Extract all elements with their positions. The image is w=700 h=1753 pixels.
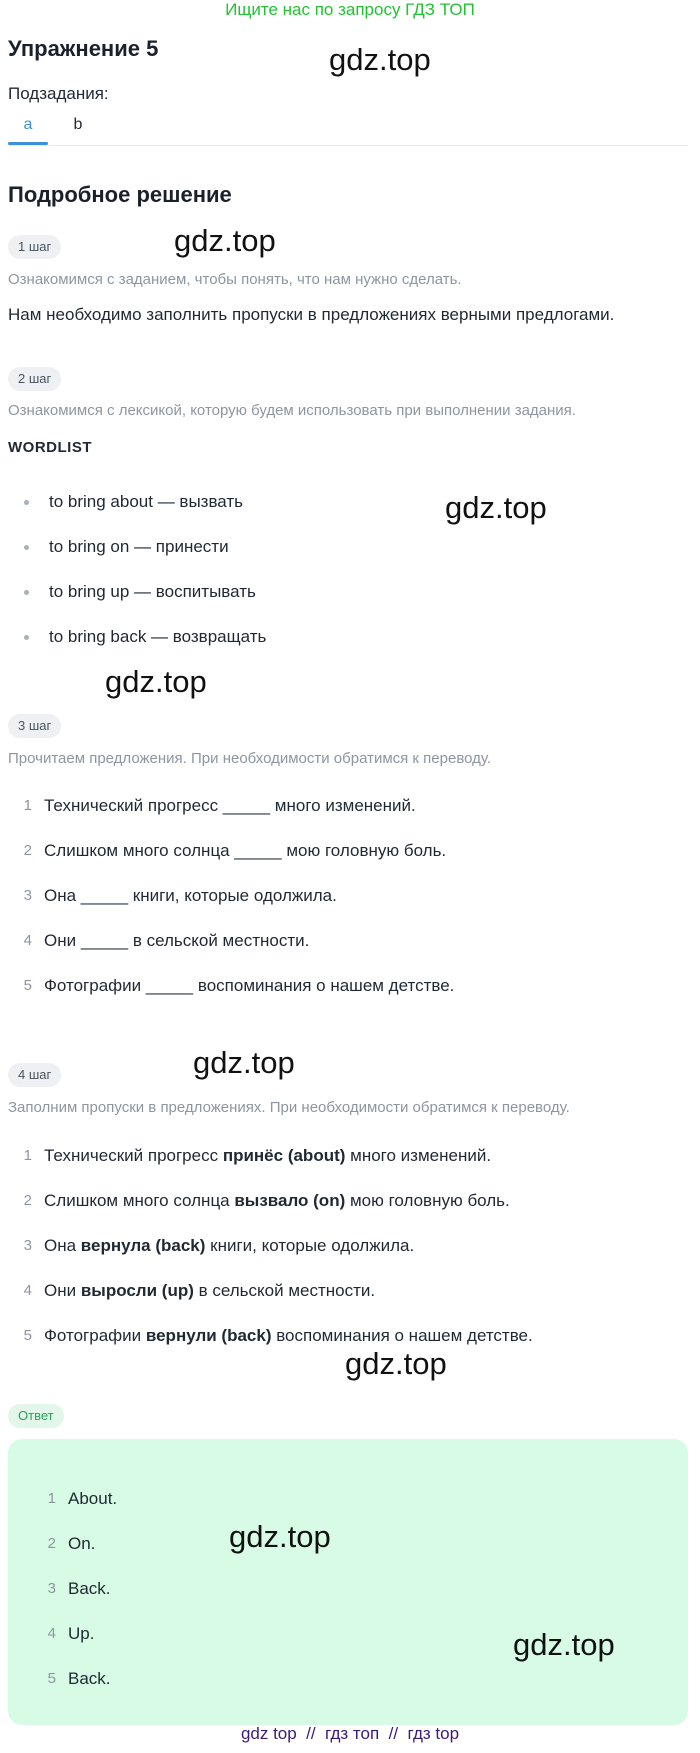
filled-sentence: Слишком много солнца вызвало (on) мою головную боль. — [44, 1191, 510, 1210]
answer-number: 5 — [47, 1670, 56, 1687]
search-banner[interactable]: Ищите нас по запросу ГДЗ ТОП — [225, 0, 475, 19]
answer-word: принёс (about) — [222, 1146, 346, 1165]
item-number: 3 — [23, 887, 32, 904]
answer-word: вызвало (on) — [234, 1191, 346, 1210]
wordlist-item: to bring up — воспитывать — [49, 582, 256, 601]
filled-sentence: Фотографии вернули (back) воспоминания о нашем детстве. — [44, 1326, 533, 1345]
tab-a[interactable]: a — [23, 116, 33, 133]
step3-hint: Прочитаем предложения. При необходимости обратимся к переводу. — [8, 750, 492, 767]
answer-item: Back. — [68, 1579, 111, 1598]
step2-hint: Ознакомимся с лексикой, которую будем использовать при выполнении задания. — [8, 402, 576, 419]
bullet-icon — [24, 590, 29, 595]
item-number: 3 — [23, 1237, 32, 1254]
item-number: 5 — [23, 977, 32, 994]
answer-item: Up. — [68, 1624, 95, 1643]
sentence: Слишком много солнца _____ мою головную боль. — [44, 841, 447, 860]
filled-sentence: Она вернула (back) книги, которые одолжила. — [44, 1236, 415, 1255]
item-number: 1 — [23, 1147, 32, 1164]
sentence: Она _____ книги, которые одолжила. — [44, 886, 337, 905]
step-badge-2: 2 шаг — [8, 367, 61, 391]
sentence: Технический прогресс _____ много изменений. — [44, 796, 416, 815]
section-title: Подробное решение — [8, 182, 232, 207]
item-number: 1 — [23, 797, 32, 814]
sentence: Фотографии _____ воспоминания о нашем детстве. — [44, 976, 455, 995]
answer-item: On. — [68, 1534, 96, 1553]
filled-sentence: Они выросли (up) в сельской местности. — [44, 1281, 376, 1300]
watermark: gdz.top — [229, 1519, 331, 1554]
item-number: 4 — [23, 1282, 32, 1299]
active-tab-indicator — [8, 142, 48, 145]
page-title: Упражнение 5 — [8, 36, 159, 61]
item-number: 2 — [23, 842, 32, 859]
item-number: 5 — [23, 1327, 32, 1344]
answer-number: 3 — [47, 1580, 56, 1597]
answer-word: вернули (back) — [145, 1326, 272, 1345]
step1-hint: Ознакомимся с заданием, чтобы понять, что нам нужно сделать. — [8, 271, 462, 288]
step1-text: Нам необходимо заполнить пропуски в предложениях верными предлогами. — [8, 305, 615, 324]
step-badge-4: 4 шаг — [8, 1063, 61, 1087]
bullet-icon — [24, 500, 29, 505]
watermark: gdz.top — [174, 223, 276, 258]
answer-word: вернула (back) — [80, 1236, 206, 1255]
footer-links[interactable]: gdz top // гдз топ // гдз top — [240, 1724, 460, 1743]
filled-sentence: Технический прогресс принёс (about) много изменений. — [44, 1146, 492, 1165]
bullet-icon — [24, 635, 29, 640]
answer-number: 1 — [47, 1490, 56, 1507]
watermark: gdz.top — [345, 1346, 447, 1381]
answer-number: 4 — [47, 1625, 56, 1642]
answer-badge: Ответ — [8, 1404, 64, 1428]
step-badge-1: 1 шаг — [8, 235, 61, 259]
bullet-icon — [24, 545, 29, 550]
tabs-divider — [8, 145, 688, 146]
answer-word: выросли (up) — [80, 1281, 194, 1300]
step-badge-3: 3 шаг — [8, 714, 61, 738]
answer-number: 2 — [47, 1535, 56, 1552]
answer-item: Back. — [68, 1669, 111, 1688]
item-number: 2 — [23, 1192, 32, 1209]
watermark: gdz.top — [105, 664, 207, 699]
answer-item: About. — [68, 1489, 118, 1508]
step4-hint: Заполним пропуски в предложениях. При необходимости обратимся к переводу. — [8, 1099, 570, 1116]
watermark: gdz.top — [445, 490, 547, 525]
wordlist-title: WORDLIST — [8, 439, 92, 456]
wordlist-item: to bring on — принести — [49, 537, 229, 556]
tab-b[interactable]: b — [73, 116, 83, 133]
watermark: gdz.top — [513, 1627, 615, 1662]
watermark: gdz.top — [193, 1045, 295, 1080]
item-number: 4 — [23, 932, 32, 949]
wordlist-item: to bring back — возвращать — [49, 627, 267, 646]
wordlist-item: to bring about — вызвать — [49, 492, 244, 511]
sentence: Они _____ в сельской местности. — [44, 931, 310, 950]
subtasks-label: Подзадания: — [8, 84, 109, 103]
watermark: gdz.top — [329, 42, 431, 77]
